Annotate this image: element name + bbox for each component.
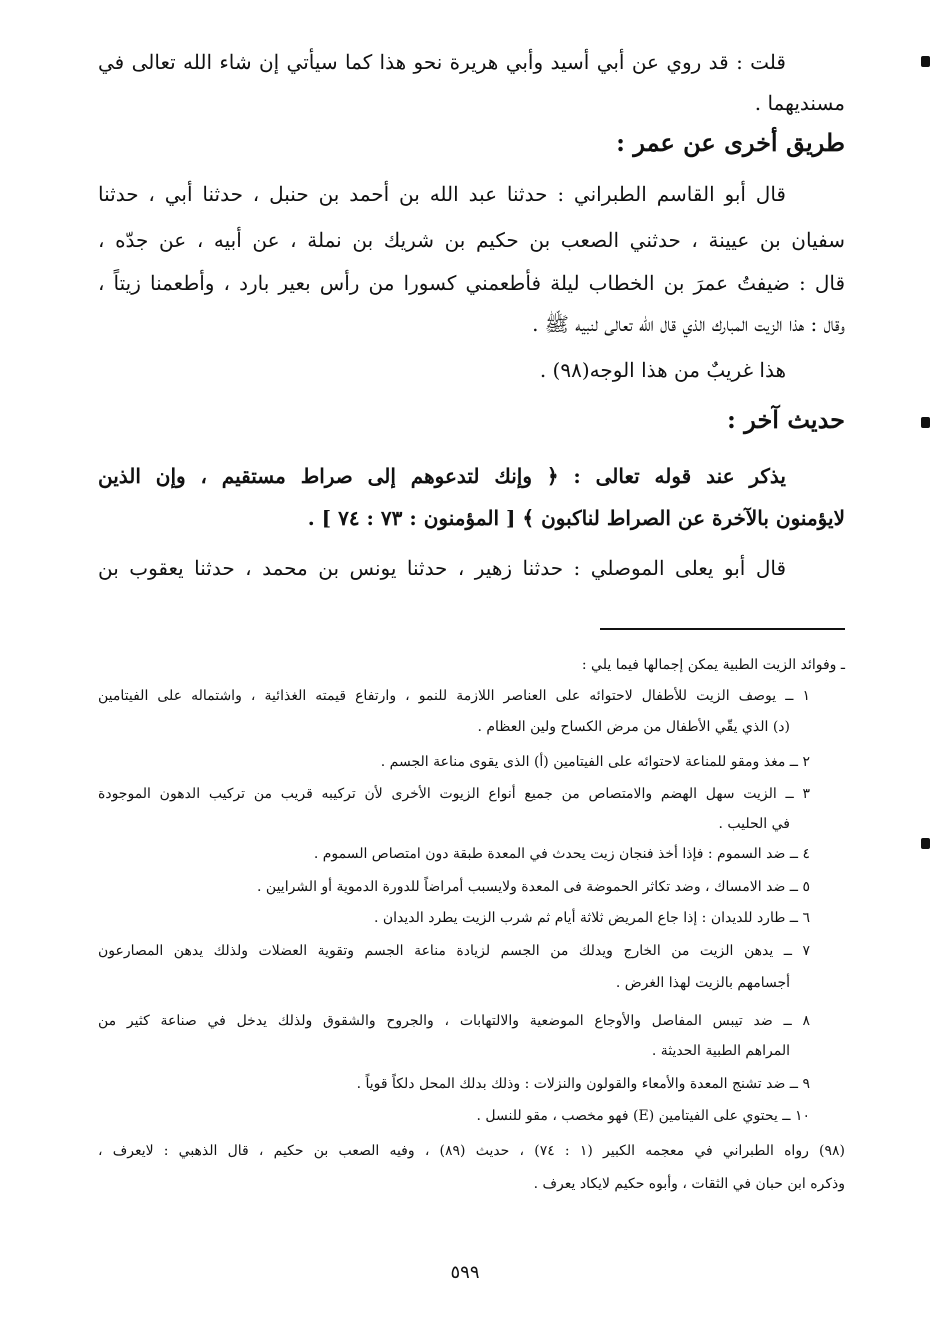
body-line: لايؤمنون بالآخرة عن الصراط لناكبون ﴾ [ المؤمنون : ٧٣ : ٧٤ ] . bbox=[307, 506, 845, 530]
body-line: وقال : هذا الزيت المبارك الذي قال الله تعالى لنبيه ﷺ . bbox=[532, 312, 845, 336]
section-heading: طريق أخرى عن عمر : bbox=[616, 128, 845, 157]
footnote-line: ٨ ــ ضد تيبس المفاصل والأوجاع الموضعية والالتهابات ، والجروح والشقوق ولذلك يدخل في صناعة كثير من bbox=[98, 1013, 810, 1029]
footnote-line: ٦ ــ طارد للديدان : إذا جاع المريض ثلاثة أيام ثم شرب الزيت يطرد الديدان . bbox=[373, 910, 810, 926]
footnote-line: ٧ ــ يدهن الزيت من الخارج ويدلك من الجسم لزيادة مناعة الجسم وتقوية العضلات ولذلك يدهن المصارعون bbox=[98, 943, 810, 959]
footnote-line: المراهم الطبية الحديثة . bbox=[651, 1043, 790, 1059]
body-line: سفيان بن عيينة ، حدثني الصعب بن حكيم بن شريك بن نملة ، عن أبيه ، عن جدّه ، bbox=[98, 228, 845, 252]
footnote-line: ٣ ــ الزيت سهل الهضم والامتصاص من جميع أنواع الزيوت الأخرى لأن تركيبه قريب من تركيب الدهون الموجودة bbox=[98, 786, 810, 802]
body-line: قال أبو يعلى الموصلي : حدثنا زهير ، حدثنا يونس بن محمد ، حدثنا يعقوب بن bbox=[98, 556, 787, 580]
margin-mark bbox=[921, 56, 930, 67]
body-line: قال أبو القاسم الطبراني : حدثنا عبد الله بن أحمد بن حنبل ، حدثنا أبي ، حدثنا bbox=[98, 182, 786, 206]
footnote-line: (٩٨) رواه الطبراني في معجمه الكبير (١ : ٧٤) ، حديث (٨٩) ، وفيه الصعب بن حكيم ، قال الذهبي : لايعرف ، bbox=[98, 1143, 845, 1159]
body-line: يذكر عند قوله تعالى : ﴿ وإنك لتدعوهم إلى صراط مستقيم ، وإن الذين bbox=[98, 464, 786, 488]
footnote-separator bbox=[600, 628, 845, 630]
footnote-line: وذكره ابن حبان في الثقات ، وأبوه حكيم لايكاد يعرف . bbox=[533, 1176, 845, 1192]
footnote-line: أجسامهم بالزيت لهذا الغرض . bbox=[615, 975, 790, 991]
page-number: ٥٩٩ bbox=[450, 1262, 480, 1283]
section-heading: حديث آخر : bbox=[727, 405, 845, 434]
body-line: هذا غريبٌ من هذا الوجه(٩٨) . bbox=[539, 358, 786, 382]
footnote-line: ٢ ــ مغذ ومقو للمناعة لاحتوائه على الفيتامين (أ) الذى يقوى مناعة الجسم . bbox=[380, 754, 810, 770]
footnote-line: (د) الذي يقّي الأطفال من مرض الكساح ولين العظام . bbox=[477, 719, 790, 735]
footnote-line: في الحليب . bbox=[718, 816, 790, 832]
body-line: مسنديهما . bbox=[754, 91, 845, 115]
footnote-intro: ـ وفوائد الزيت الطبية يمكن إجمالها فيما يلي : bbox=[581, 657, 845, 673]
margin-mark bbox=[921, 838, 930, 849]
footnote-line: ٤ ــ ضد السموم : فإذا أخذ فنجان زيت يحدث في المعدة طبقة دون امتصاص السموم . bbox=[313, 846, 810, 862]
footnote-line: ٩ ــ ضد تشنج المعدة والأمعاء والقولون والنزلات : وذلك بدلك المحل دلكاً قوياً . bbox=[356, 1076, 810, 1092]
body-line: قال : ضيفتُ عمرَ بن الخطاب ليلة فأطعمني كسورا من رأس بعير بارد ، وأطعمنا زيتاً ، bbox=[98, 271, 845, 295]
footnote-line: ٥ ــ ضد الامساك ، وضد تكاثر الحموضة فى المعدة ولايسبب أمراضاً للدورة الدموية أو الشرايين . bbox=[257, 879, 810, 895]
footnote-line: ١ ــ يوصف الزيت للأطفال لاحتوائه على العناصر اللازمة للنمو ، وارتفاع قيمته الغذائية ، واشتماله على الفيتامين bbox=[98, 688, 810, 704]
footnote-line: ١٠ ــ يحتوي على الفيتامين (E) فهو مخصب ، مقو للنسل . bbox=[476, 1108, 810, 1124]
body-line: قلت : قد روي عن أبي أسيد وأبي هريرة نحو هذا كما سيأتي إن شاء الله تعالى في bbox=[98, 50, 786, 74]
margin-mark bbox=[921, 417, 930, 428]
